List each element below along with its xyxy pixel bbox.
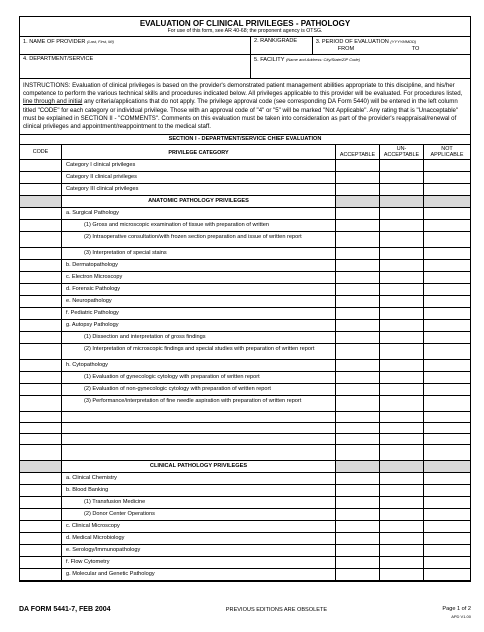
provider-name-hint: (Last, First, MI) [87,39,114,44]
not-applicable-cell[interactable] [424,423,470,433]
privilege-label: a. Clinical Chemistry [62,473,336,484]
not-applicable-cell[interactable] [424,557,470,568]
acceptable-cell[interactable] [336,485,380,496]
code-cell[interactable] [20,521,62,532]
table-row [20,320,470,332]
unacceptable-cell[interactable] [380,272,424,283]
not-applicable-cell[interactable] [424,434,470,444]
privilege-label: Category III clinical privileges [62,184,336,195]
acceptable-cell[interactable] [336,272,380,283]
privilege-label: a. Surgical Pathology [62,208,336,219]
privilege-label: (2) Intraoperative consultation/with frozen section preparation and issue of written report [62,232,336,247]
acceptable-cell[interactable] [336,497,380,508]
acceptable-cell[interactable] [336,172,380,183]
unacceptable-cell[interactable] [380,412,424,422]
table-row [20,423,470,434]
not-applicable-cell[interactable] [424,296,470,307]
code-cell[interactable] [20,473,62,484]
unacceptable-cell[interactable] [380,232,424,247]
code-cell[interactable] [20,509,62,520]
privilege-label: (1) Gross and microscopic examination of tissue with preparation of written [62,220,336,231]
privilege-label: g. Autopsy Pathology [62,320,336,331]
acceptable-cell[interactable] [336,332,380,343]
code-cell[interactable] [20,434,62,444]
acceptable-cell[interactable] [336,248,380,259]
acceptable-cell[interactable] [336,423,380,433]
code-cell[interactable] [20,412,62,422]
acceptable-cell[interactable] [336,320,380,331]
unacceptable-cell[interactable] [380,521,424,532]
not-applicable-cell[interactable] [424,308,470,319]
instructions [20,79,470,135]
acceptable-cell[interactable] [336,557,380,568]
code-cell [20,196,62,207]
acceptable-cell[interactable] [336,396,380,411]
privilege-label: Category I clinical privileges [62,160,336,171]
form-id: DA FORM 5441-7, FEB 2004 [19,606,111,613]
not-applicable-cell[interactable] [424,320,470,331]
privilege-label: (1) Evaluation of gynecologic cytology with preparation of written report [62,372,336,383]
acceptable-cell[interactable] [336,533,380,544]
not-applicable-cell[interactable] [424,521,470,532]
acceptable-cell[interactable] [336,220,380,231]
privilege-label: d. Medical Microbiology [62,533,336,544]
not-applicable-cell[interactable] [424,396,470,411]
acceptable-cell [336,196,380,207]
table-header [20,145,470,160]
provider-name-field[interactable] [20,37,251,54]
acceptable-cell[interactable] [336,569,380,580]
section-heading: CLINICAL PATHOLOGY PRIVILEGES [62,461,336,472]
unacceptable-cell[interactable] [380,485,424,496]
code-cell[interactable] [20,569,62,580]
section-heading-row [20,461,470,473]
table-row [20,412,470,423]
unacceptable-cell[interactable] [380,344,424,359]
table-row [20,360,470,372]
unacceptable-cell [380,461,424,472]
rank-grade-field[interactable] [251,37,313,54]
period-hint: (YYYYMMDD) [390,39,417,44]
acceptable-cell[interactable] [336,509,380,520]
unacceptable-cell[interactable] [380,569,424,580]
privilege-label [62,412,336,422]
col-unacceptable-header: UN- ACCEPTABLE [380,145,424,159]
period-label: 3. PERIOD OF EVALUATION [315,39,389,45]
acceptable-cell[interactable] [336,208,380,219]
unacceptable-cell[interactable] [380,360,424,371]
page-info [442,606,471,620]
privilege-label: f. Flow Cytometry [62,557,336,568]
code-cell[interactable] [20,384,62,395]
acceptable-cell[interactable] [336,521,380,532]
code-cell[interactable] [20,172,62,183]
acceptable-cell[interactable] [336,184,380,195]
code-cell [20,461,62,472]
table-row [20,184,470,196]
acceptable-cell[interactable] [336,372,380,383]
not-applicable-cell [424,196,470,207]
privilege-label: c. Electron Microscopy [62,272,336,283]
not-applicable-cell[interactable] [424,509,470,520]
table-row [20,497,470,509]
not-applicable-cell [424,461,470,472]
privilege-label [62,434,336,444]
editions-note: PREVIOUS EDITIONS ARE OBSOLETE [225,607,328,613]
code-cell[interactable] [20,160,62,171]
not-applicable-cell[interactable] [424,412,470,422]
acceptable-cell[interactable] [336,384,380,395]
evaluation-form [19,16,471,582]
privilege-label [62,423,336,433]
privilege-label: f. Pediatric Pathology [62,308,336,319]
acceptable-cell[interactable] [336,260,380,271]
table-row [20,509,470,521]
not-applicable-cell[interactable] [424,220,470,231]
code-cell[interactable] [20,372,62,383]
privilege-label: (2) Donor Center Operations [62,509,336,520]
table-row [20,232,470,248]
acceptable-cell[interactable] [336,232,380,247]
code-cell[interactable] [20,284,62,295]
privilege-label: (2) Interpretation of microscopic findings and special studies with preparation of written report [62,344,336,359]
code-cell[interactable] [20,208,62,219]
not-applicable-cell[interactable] [424,372,470,383]
not-applicable-cell[interactable] [424,344,470,359]
code-cell[interactable] [20,423,62,433]
code-cell[interactable] [20,533,62,544]
unacceptable-cell[interactable] [380,320,424,331]
not-applicable-cell[interactable] [424,360,470,371]
not-applicable-cell[interactable] [424,533,470,544]
table-row [20,485,470,497]
privilege-label: h. Cytopathology [62,360,336,371]
table-row [20,160,470,172]
unacceptable-cell[interactable] [380,509,424,520]
not-applicable-cell[interactable] [424,497,470,508]
table-row [20,521,470,533]
provider-row [20,37,470,55]
unacceptable-cell[interactable] [380,172,424,183]
page-number: Page 1 of 2 [442,606,471,612]
department-field[interactable] [20,55,251,78]
privilege-label: (1) Dissection and interpretation of gross findings [62,332,336,343]
unacceptable-cell[interactable] [380,160,424,171]
provider-name-label: 1. NAME OF PROVIDER [23,39,86,45]
table-row [20,308,470,320]
acceptable-cell[interactable] [336,308,380,319]
unacceptable-cell[interactable] [380,384,424,395]
table-row [20,445,470,461]
period-field[interactable] [313,37,470,54]
table-row [20,296,470,308]
section-heading-row [20,196,470,208]
code-cell[interactable] [20,332,62,343]
code-cell[interactable] [20,220,62,231]
apd-version: APD V1.00 [451,614,471,619]
table-row [20,208,470,220]
privilege-label: e. Neuropathology [62,296,336,307]
code-cell[interactable] [20,360,62,371]
unacceptable-cell[interactable] [380,557,424,568]
privilege-label: Category II clinical privileges [62,172,336,183]
acceptable-cell[interactable] [336,160,380,171]
rank-grade-label: 2. RANK/GRADE [253,38,298,44]
code-cell[interactable] [20,557,62,568]
privilege-label: b. Dermatopathology [62,260,336,271]
unacceptable-cell [380,196,424,207]
not-applicable-cell[interactable] [424,208,470,219]
code-cell[interactable] [20,320,62,331]
not-applicable-cell[interactable] [424,272,470,283]
unacceptable-cell[interactable] [380,308,424,319]
acceptable-cell[interactable] [336,434,380,444]
not-applicable-cell[interactable] [424,160,470,171]
acceptable-cell [336,461,380,472]
facility-label: 5. FACILITY [253,57,285,63]
privilege-label: d. Forensic Pathology [62,284,336,295]
table-row [20,344,470,360]
table-row [20,172,470,184]
facility-hint: (Name and Address: City/State/ZIP Code) [285,57,361,62]
not-applicable-cell[interactable] [424,284,470,295]
unacceptable-cell[interactable] [380,545,424,556]
table-row [20,569,470,581]
not-applicable-cell[interactable] [424,569,470,580]
privilege-label: (3) Performance/interpretation of fine needle aspiration with preparation of written report [62,396,336,411]
instructions-text-2: any criteria/applications that do not apply. The privilege approval code (see corresponding DA Form 5440) will be entered in the left column titled "CODE" for each category or individual privilege. Those with an approval code of "4" or "5" will be marked "Not Applicable". Any rating that is "Unacceptable" must be explained in SECTION II - "COMMENTS". Comments on this evaluation must be taken into consideration as part of the provider's reappraisal/renewal of clinical privileges and appointment/reappointment to the medical staff. [23,98,459,131]
privilege-label: (1) Transfusion Medicine [62,497,336,508]
code-cell[interactable] [20,232,62,247]
period-to-label: TO [411,46,420,52]
col-acceptable-header: ACCEPTABLE [336,145,380,159]
table-row [20,372,470,384]
table-row [20,557,470,569]
unacceptable-cell[interactable] [380,184,424,195]
not-applicable-cell[interactable] [424,232,470,247]
unacceptable-cell[interactable] [380,296,424,307]
table-row [20,396,470,412]
code-cell[interactable] [20,396,62,411]
acceptable-cell[interactable] [336,445,380,460]
form-footer [19,606,471,620]
code-cell[interactable] [20,184,62,195]
code-cell[interactable] [20,260,62,271]
code-cell[interactable] [20,497,62,508]
unacceptable-cell[interactable] [380,260,424,271]
table-row [20,545,470,557]
unacceptable-cell[interactable] [380,473,424,484]
acceptable-cell[interactable] [336,284,380,295]
acceptable-cell[interactable] [336,360,380,371]
code-cell[interactable] [20,248,62,259]
table-row [20,272,470,284]
acceptable-cell[interactable] [336,473,380,484]
code-cell[interactable] [20,445,62,460]
table-row [20,284,470,296]
privilege-label: b. Blood Banking [62,485,336,496]
acceptable-cell[interactable] [336,296,380,307]
form-subtitle: For use of this form, see AR 40-68; the proponent agency is OTSG. [20,28,470,37]
unacceptable-cell[interactable] [380,423,424,433]
unacceptable-cell[interactable] [380,220,424,231]
code-cell[interactable] [20,344,62,359]
period-from-label: FROM [337,46,355,52]
table-row [20,473,470,485]
instructions-underlined: line through and initial [23,98,83,106]
acceptable-cell[interactable] [336,545,380,556]
privilege-label: c. Clinical Microscopy [62,521,336,532]
privilege-label: (3) Interpretation of special stains [62,248,336,259]
not-applicable-cell[interactable] [424,485,470,496]
not-applicable-cell[interactable] [424,473,470,484]
code-cell[interactable] [20,272,62,283]
not-applicable-cell[interactable] [424,184,470,195]
privilege-table [20,160,470,581]
not-applicable-cell[interactable] [424,260,470,271]
section-title: SECTION I - DEPARTMENT/SERVICE CHIEF EVALUATION [20,135,470,145]
not-applicable-cell[interactable] [424,445,470,460]
privilege-label [62,445,336,460]
unacceptable-cell[interactable] [380,248,424,259]
table-row [20,248,470,260]
instructions-text-1: INSTRUCTIONS: Evaluation of clinical privileges is based on the provider's demonstrated patient management abilities appropriate to this discipline, and his/her competence to perform the various technical skills and procedures indicated below. All privileges applicable to this provider will be evaluated. For procedures listed, [23,82,463,98]
table-row [20,220,470,232]
unacceptable-cell[interactable] [380,396,424,411]
col-category-header: PRIVILEGE CATEGORY [62,145,336,159]
privilege-label: e. Serology/Immunopathology [62,545,336,556]
not-applicable-cell[interactable] [424,248,470,259]
col-not-applicable-header: NOT APPLICABLE [430,146,464,159]
facility-field[interactable] [251,55,470,78]
not-applicable-cell[interactable] [424,545,470,556]
unacceptable-cell[interactable] [380,372,424,383]
table-row [20,384,470,396]
unacceptable-cell[interactable] [380,208,424,219]
code-cell[interactable] [20,545,62,556]
unacceptable-cell[interactable] [380,434,424,444]
unacceptable-cell[interactable] [380,497,424,508]
unacceptable-cell[interactable] [380,533,424,544]
unacceptable-cell[interactable] [380,284,424,295]
code-cell[interactable] [20,296,62,307]
code-cell[interactable] [20,485,62,496]
acceptable-cell[interactable] [336,412,380,422]
not-applicable-cell[interactable] [424,172,470,183]
table-row [20,260,470,272]
table-row [20,332,470,344]
table-row [20,434,470,445]
col-code-header: CODE [20,145,62,159]
section-heading: ANATOMIC PATHOLOGY PRIVILEGES [62,196,336,207]
privilege-label: g. Molecular and Genetic Pathology [62,569,336,580]
department-label: 4. DEPARTMENT/SERVICE [23,56,94,62]
not-applicable-cell[interactable] [424,332,470,343]
unacceptable-cell[interactable] [380,445,424,460]
privilege-label: (2) Evaluation of non-gynecologic cytology with preparation of written report [62,384,336,395]
unacceptable-cell[interactable] [380,332,424,343]
form-title: EVALUATION OF CLINICAL PRIVILEGES - PATHOLOGY [139,19,351,28]
code-cell[interactable] [20,308,62,319]
department-row [20,55,470,79]
acceptable-cell[interactable] [336,344,380,359]
not-applicable-cell[interactable] [424,384,470,395]
table-row [20,533,470,545]
